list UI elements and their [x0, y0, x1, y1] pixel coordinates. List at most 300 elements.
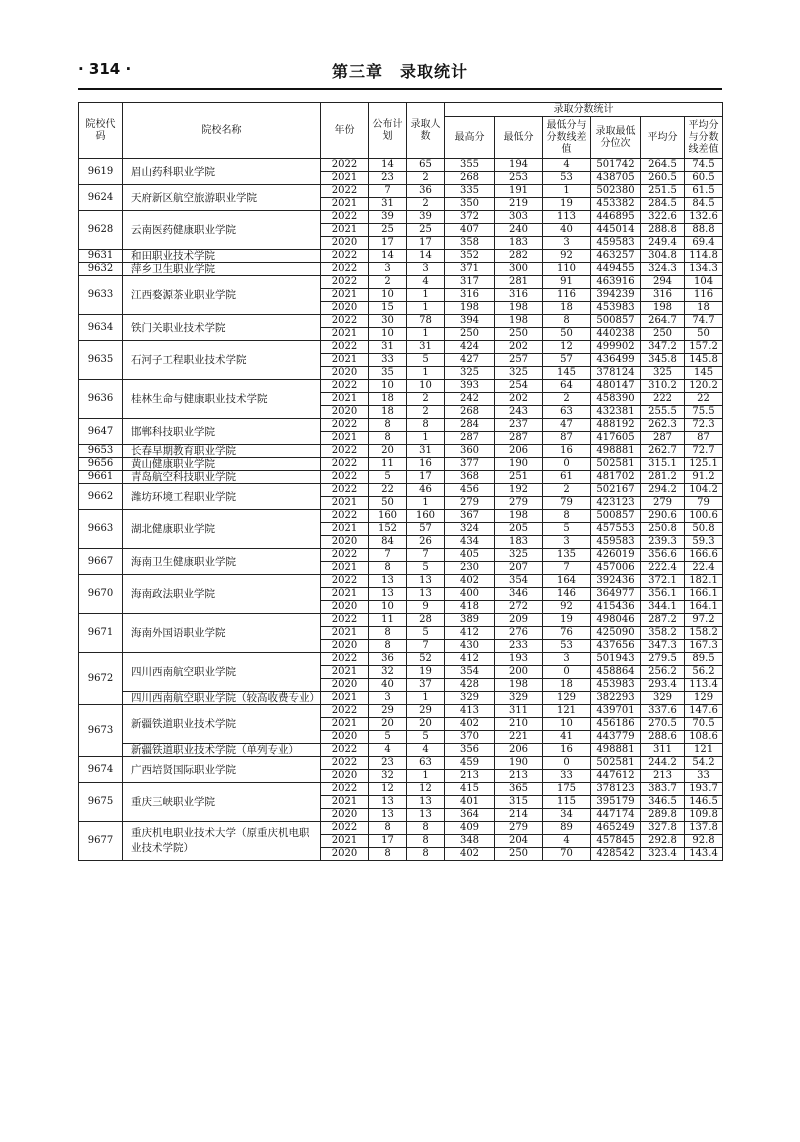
cell-min: 202 — [495, 341, 543, 354]
cell-min: 210 — [495, 718, 543, 731]
cell-avg-diff: 59.3 — [685, 536, 723, 549]
cell-avg: 222 — [641, 393, 685, 406]
cell-plan: 3 — [369, 692, 407, 705]
col-avg-diff: 平均分与分数线差值 — [685, 117, 723, 159]
cell-plan: 8 — [369, 640, 407, 653]
cell-avg: 346.5 — [641, 796, 685, 809]
school-name: 石河子工程职业技术学院 — [123, 341, 321, 380]
cell-min-rank: 463916 — [591, 276, 641, 289]
cell-min-rank: 498046 — [591, 614, 641, 627]
cell-year: 2022 — [321, 471, 369, 484]
cell-max: 424 — [445, 341, 495, 354]
cell-plan: 7 — [369, 549, 407, 562]
cell-enrolled: 12 — [407, 783, 445, 796]
cell-plan: 18 — [369, 406, 407, 419]
cell-min-rank: 437656 — [591, 640, 641, 653]
school-name: 邯郸科技职业学院 — [123, 419, 321, 445]
cell-min-diff: 16 — [543, 445, 591, 458]
cell-plan: 33 — [369, 354, 407, 367]
school-code: 9674 — [79, 757, 123, 783]
cell-avg-diff: 87 — [685, 432, 723, 445]
cell-min: 303 — [495, 211, 543, 224]
cell-min: 206 — [495, 744, 543, 757]
cell-min: 311 — [495, 705, 543, 718]
cell-min-rank: 457845 — [591, 835, 641, 848]
cell-min-rank: 456186 — [591, 718, 641, 731]
col-name: 院校名称 — [123, 103, 321, 159]
cell-min-rank: 498881 — [591, 445, 641, 458]
cell-max: 427 — [445, 354, 495, 367]
school-name: 海南卫生健康职业学院 — [123, 549, 321, 575]
cell-enrolled: 39 — [407, 211, 445, 224]
cell-plan: 13 — [369, 588, 407, 601]
table-row — [79, 575, 723, 588]
cell-min-rank: 457553 — [591, 523, 641, 536]
cell-min: 240 — [495, 224, 543, 237]
school-code: 9663 — [79, 510, 123, 549]
cell-enrolled: 8 — [407, 835, 445, 848]
cell-enrolled: 2 — [407, 198, 445, 211]
cell-avg: 327.8 — [641, 822, 685, 835]
cell-avg: 294 — [641, 276, 685, 289]
cell-min-diff: 16 — [543, 744, 591, 757]
cell-avg: 244.2 — [641, 757, 685, 770]
cell-min-rank: 458390 — [591, 393, 641, 406]
school-name: 四川西南航空职业学院 — [123, 653, 321, 692]
school-name: 潍坊环境工程职业学院 — [123, 484, 321, 510]
cell-min-diff: 63 — [543, 406, 591, 419]
cell-min: 192 — [495, 484, 543, 497]
cell-max: 377 — [445, 458, 495, 471]
cell-min-rank: 364977 — [591, 588, 641, 601]
cell-min-rank: 502581 — [591, 757, 641, 770]
cell-avg-diff: 116 — [685, 289, 723, 302]
cell-avg-diff: 92.8 — [685, 835, 723, 848]
cell-year: 2022 — [321, 419, 369, 432]
cell-enrolled: 7 — [407, 549, 445, 562]
cell-avg-diff: 132.6 — [685, 211, 723, 224]
cell-avg: 250.8 — [641, 523, 685, 536]
cell-year: 2021 — [321, 627, 369, 640]
cell-year: 2020 — [321, 848, 369, 861]
cell-enrolled: 4 — [407, 276, 445, 289]
cell-plan: 152 — [369, 523, 407, 536]
cell-plan: 31 — [369, 341, 407, 354]
cell-avg-diff: 125.1 — [685, 458, 723, 471]
table-row — [79, 757, 723, 770]
cell-min-diff: 53 — [543, 172, 591, 185]
cell-min: 204 — [495, 835, 543, 848]
cell-max: 364 — [445, 809, 495, 822]
cell-enrolled: 46 — [407, 484, 445, 497]
cell-min-rank: 488192 — [591, 419, 641, 432]
cell-min-diff: 10 — [543, 718, 591, 731]
cell-year: 2022 — [321, 757, 369, 770]
cell-plan: 8 — [369, 562, 407, 575]
cell-min-rank: 417605 — [591, 432, 641, 445]
cell-avg: 262.3 — [641, 419, 685, 432]
cell-min-diff: 7 — [543, 562, 591, 575]
cell-min-diff: 92 — [543, 601, 591, 614]
table-row — [79, 549, 723, 562]
cell-enrolled: 20 — [407, 718, 445, 731]
school-code: 9667 — [79, 549, 123, 575]
cell-min-diff: 0 — [543, 666, 591, 679]
cell-plan: 31 — [369, 198, 407, 211]
cell-enrolled: 13 — [407, 575, 445, 588]
cell-avg-diff: 158.2 — [685, 627, 723, 640]
school-code: 9653 — [79, 445, 123, 458]
cell-enrolled: 7 — [407, 640, 445, 653]
cell-avg-diff: 104.2 — [685, 484, 723, 497]
cell-min-rank: 458864 — [591, 666, 641, 679]
cell-max: 348 — [445, 835, 495, 848]
school-code: 9631 — [79, 250, 123, 263]
cell-enrolled: 8 — [407, 419, 445, 432]
cell-avg-diff: 84.5 — [685, 198, 723, 211]
cell-max: 250 — [445, 328, 495, 341]
cell-plan: 32 — [369, 770, 407, 783]
cell-max: 413 — [445, 705, 495, 718]
school-code: 9635 — [79, 341, 123, 380]
school-name: 新疆铁道职业技术学院（单列专业） — [123, 744, 321, 757]
cell-plan: 22 — [369, 484, 407, 497]
school-name: 云南医药健康职业学院 — [123, 211, 321, 250]
cell-avg: 255.5 — [641, 406, 685, 419]
cell-enrolled: 8 — [407, 848, 445, 861]
cell-avg-diff: 146.5 — [685, 796, 723, 809]
cell-max: 412 — [445, 653, 495, 666]
cell-min-rank: 415436 — [591, 601, 641, 614]
cell-avg: 347.3 — [641, 640, 685, 653]
cell-max: 402 — [445, 718, 495, 731]
cell-avg: 315.1 — [641, 458, 685, 471]
cell-min-rank: 481702 — [591, 471, 641, 484]
cell-min-rank: 440238 — [591, 328, 641, 341]
cell-enrolled: 13 — [407, 809, 445, 822]
cell-min: 202 — [495, 393, 543, 406]
cell-min-diff: 146 — [543, 588, 591, 601]
cell-year: 2021 — [321, 224, 369, 237]
school-code: 9677 — [79, 822, 123, 861]
cell-max: 402 — [445, 848, 495, 861]
cell-max: 372 — [445, 211, 495, 224]
cell-min: 198 — [495, 679, 543, 692]
cell-max: 370 — [445, 731, 495, 744]
cell-avg: 358.2 — [641, 627, 685, 640]
cell-enrolled: 5 — [407, 731, 445, 744]
cell-max: 287 — [445, 432, 495, 445]
cell-plan: 12 — [369, 783, 407, 796]
cell-max: 355 — [445, 159, 495, 172]
cell-min: 253 — [495, 172, 543, 185]
cell-avg: 293.4 — [641, 679, 685, 692]
cell-enrolled: 31 — [407, 341, 445, 354]
school-name: 长春早期教育职业学院 — [123, 445, 321, 458]
school-name: 青岛航空科技职业学院 — [123, 471, 321, 484]
cell-year: 2022 — [321, 185, 369, 198]
cell-plan: 10 — [369, 289, 407, 302]
cell-min-rank: 378124 — [591, 367, 641, 380]
cell-year: 2021 — [321, 718, 369, 731]
cell-min: 205 — [495, 523, 543, 536]
school-code: 9670 — [79, 575, 123, 614]
cell-min: 191 — [495, 185, 543, 198]
cell-year: 2022 — [321, 484, 369, 497]
cell-year: 2021 — [321, 328, 369, 341]
cell-plan: 7 — [369, 185, 407, 198]
cell-plan: 17 — [369, 835, 407, 848]
cell-avg-diff: 79 — [685, 497, 723, 510]
cell-min-rank: 394239 — [591, 289, 641, 302]
cell-min: 190 — [495, 458, 543, 471]
cell-avg-diff: 147.6 — [685, 705, 723, 718]
cell-avg: 249.4 — [641, 237, 685, 250]
cell-min-rank: 447612 — [591, 770, 641, 783]
cell-min: 183 — [495, 237, 543, 250]
cell-enrolled: 4 — [407, 744, 445, 757]
cell-avg-diff: 164.1 — [685, 601, 723, 614]
cell-avg-diff: 60.5 — [685, 172, 723, 185]
cell-enrolled: 37 — [407, 679, 445, 692]
school-code: 9675 — [79, 783, 123, 822]
cell-avg: 284.5 — [641, 198, 685, 211]
cell-min: 198 — [495, 315, 543, 328]
cell-year: 2021 — [321, 354, 369, 367]
cell-avg: 347.2 — [641, 341, 685, 354]
cell-plan: 4 — [369, 744, 407, 757]
cell-avg: 287.2 — [641, 614, 685, 627]
table-row — [79, 510, 723, 523]
cell-year: 2020 — [321, 770, 369, 783]
cell-avg-diff: 134.3 — [685, 263, 723, 276]
school-name: 海南政法职业学院 — [123, 575, 321, 614]
cell-min-diff: 121 — [543, 705, 591, 718]
cell-max: 213 — [445, 770, 495, 783]
cell-avg: 270.5 — [641, 718, 685, 731]
cell-min-rank: 457006 — [591, 562, 641, 575]
cell-year: 2021 — [321, 497, 369, 510]
chapter-title: 第三章 录取统计 — [331, 62, 468, 81]
table-row — [79, 692, 723, 705]
cell-plan: 39 — [369, 211, 407, 224]
cell-avg-diff: 109.8 — [685, 809, 723, 822]
cell-max: 350 — [445, 198, 495, 211]
cell-enrolled: 1 — [407, 328, 445, 341]
cell-avg-diff: 143.4 — [685, 848, 723, 861]
cell-avg-diff: 61.5 — [685, 185, 723, 198]
cell-plan: 25 — [369, 224, 407, 237]
cell-plan: 30 — [369, 315, 407, 328]
cell-min-rank: 447174 — [591, 809, 641, 822]
cell-year: 2020 — [321, 679, 369, 692]
cell-max: 409 — [445, 822, 495, 835]
cell-avg-diff: 108.6 — [685, 731, 723, 744]
cell-min-diff: 110 — [543, 263, 591, 276]
cell-max: 430 — [445, 640, 495, 653]
cell-max: 371 — [445, 263, 495, 276]
school-name: 铁门关职业技术学院 — [123, 315, 321, 341]
cell-min: 233 — [495, 640, 543, 653]
table-row — [79, 263, 723, 276]
cell-min-diff: 57 — [543, 354, 591, 367]
cell-min: 206 — [495, 445, 543, 458]
cell-avg-diff: 22 — [685, 393, 723, 406]
cell-avg: 264.5 — [641, 159, 685, 172]
cell-plan: 14 — [369, 159, 407, 172]
cell-min-diff: 8 — [543, 510, 591, 523]
cell-plan: 8 — [369, 848, 407, 861]
cell-enrolled: 17 — [407, 471, 445, 484]
cell-max: 324 — [445, 523, 495, 536]
cell-year: 2022 — [321, 341, 369, 354]
cell-min-rank: 436499 — [591, 354, 641, 367]
cell-min-diff: 2 — [543, 393, 591, 406]
cell-min-diff: 91 — [543, 276, 591, 289]
school-code: 9647 — [79, 419, 123, 445]
table-row — [79, 159, 723, 172]
page-header — [78, 58, 722, 82]
cell-avg: 304.8 — [641, 250, 685, 263]
cell-avg: 239.3 — [641, 536, 685, 549]
cell-min-diff: 3 — [543, 237, 591, 250]
cell-plan: 5 — [369, 731, 407, 744]
cell-min-diff: 50 — [543, 328, 591, 341]
cell-avg: 264.7 — [641, 315, 685, 328]
cell-enrolled: 5 — [407, 627, 445, 640]
cell-max: 459 — [445, 757, 495, 770]
cell-max: 394 — [445, 315, 495, 328]
cell-min: 325 — [495, 367, 543, 380]
cell-plan: 3 — [369, 263, 407, 276]
cell-avg: 292.8 — [641, 835, 685, 848]
cell-avg: 344.1 — [641, 601, 685, 614]
cell-enrolled: 63 — [407, 757, 445, 770]
cell-avg-diff: 121 — [685, 744, 723, 757]
cell-enrolled: 1 — [407, 770, 445, 783]
cell-avg: 356.1 — [641, 588, 685, 601]
cell-plan: 160 — [369, 510, 407, 523]
cell-plan: 23 — [369, 172, 407, 185]
cell-max: 367 — [445, 510, 495, 523]
cell-year: 2021 — [321, 523, 369, 536]
cell-min-diff: 34 — [543, 809, 591, 822]
cell-enrolled: 29 — [407, 705, 445, 718]
cell-avg-diff: 70.5 — [685, 718, 723, 731]
table-row — [79, 445, 723, 458]
cell-min-diff: 116 — [543, 289, 591, 302]
cell-avg: 262.7 — [641, 445, 685, 458]
cell-avg: 383.7 — [641, 783, 685, 796]
cell-year: 2021 — [321, 835, 369, 848]
cell-avg-diff: 50 — [685, 328, 723, 341]
cell-avg: 337.6 — [641, 705, 685, 718]
cell-year: 2020 — [321, 640, 369, 653]
cell-min-rank: 502581 — [591, 458, 641, 471]
cell-enrolled: 19 — [407, 666, 445, 679]
cell-min-rank: 425090 — [591, 627, 641, 640]
cell-min-rank: 453983 — [591, 679, 641, 692]
table-row — [79, 471, 723, 484]
cell-max: 316 — [445, 289, 495, 302]
cell-min-diff: 89 — [543, 822, 591, 835]
cell-min-rank: 438705 — [591, 172, 641, 185]
cell-year: 2021 — [321, 562, 369, 575]
cell-enrolled: 52 — [407, 653, 445, 666]
cell-max: 354 — [445, 666, 495, 679]
table-row — [79, 484, 723, 497]
cell-plan: 11 — [369, 614, 407, 627]
cell-plan: 10 — [369, 328, 407, 341]
cell-enrolled: 13 — [407, 796, 445, 809]
cell-min-diff: 70 — [543, 848, 591, 861]
cell-min-diff: 164 — [543, 575, 591, 588]
cell-avg-diff: 33 — [685, 770, 723, 783]
cell-min-rank: 443779 — [591, 731, 641, 744]
cell-min: 329 — [495, 692, 543, 705]
cell-min-rank: 502380 — [591, 185, 641, 198]
cell-min: 287 — [495, 432, 543, 445]
cell-min-diff: 145 — [543, 367, 591, 380]
cell-enrolled: 8 — [407, 822, 445, 835]
cell-avg: 279 — [641, 497, 685, 510]
cell-plan: 13 — [369, 809, 407, 822]
table-row — [79, 276, 723, 289]
cell-min: 254 — [495, 380, 543, 393]
school-name: 四川西南航空职业学院（较高收费专业） — [123, 692, 321, 705]
cell-enrolled: 57 — [407, 523, 445, 536]
cell-max: 356 — [445, 744, 495, 757]
cell-avg-diff: 100.6 — [685, 510, 723, 523]
cell-avg-diff: 72.7 — [685, 445, 723, 458]
cell-enrolled: 25 — [407, 224, 445, 237]
cell-avg: 311 — [641, 744, 685, 757]
cell-max: 415 — [445, 783, 495, 796]
cell-avg-diff: 167.3 — [685, 640, 723, 653]
cell-min: 250 — [495, 328, 543, 341]
header-rule — [78, 88, 722, 90]
cell-plan: 23 — [369, 757, 407, 770]
cell-min: 346 — [495, 588, 543, 601]
school-name: 桂林生命与健康职业技术学院 — [123, 380, 321, 419]
cell-avg: 356.6 — [641, 549, 685, 562]
cell-min: 194 — [495, 159, 543, 172]
cell-enrolled: 31 — [407, 445, 445, 458]
school-name: 江西婺源茶业职业学院 — [123, 276, 321, 315]
cell-min-rank: 449455 — [591, 263, 641, 276]
cell-enrolled: 65 — [407, 159, 445, 172]
cell-max: 418 — [445, 601, 495, 614]
cell-min-diff: 3 — [543, 536, 591, 549]
cell-year: 2022 — [321, 380, 369, 393]
cell-avg-diff: 104 — [685, 276, 723, 289]
cell-min: 209 — [495, 614, 543, 627]
cell-min: 257 — [495, 354, 543, 367]
cell-avg-diff: 89.5 — [685, 653, 723, 666]
cell-max: 428 — [445, 679, 495, 692]
cell-max: 268 — [445, 406, 495, 419]
cell-min-diff: 5 — [543, 523, 591, 536]
cell-avg-diff: 97.2 — [685, 614, 723, 627]
cell-plan: 2 — [369, 276, 407, 289]
cell-avg: 250 — [641, 328, 685, 341]
cell-avg-diff: 54.2 — [685, 757, 723, 770]
cell-avg: 324.3 — [641, 263, 685, 276]
cell-avg: 322.6 — [641, 211, 685, 224]
cell-max: 400 — [445, 588, 495, 601]
cell-avg-diff: 113.4 — [685, 679, 723, 692]
cell-avg-diff: 22.4 — [685, 562, 723, 575]
